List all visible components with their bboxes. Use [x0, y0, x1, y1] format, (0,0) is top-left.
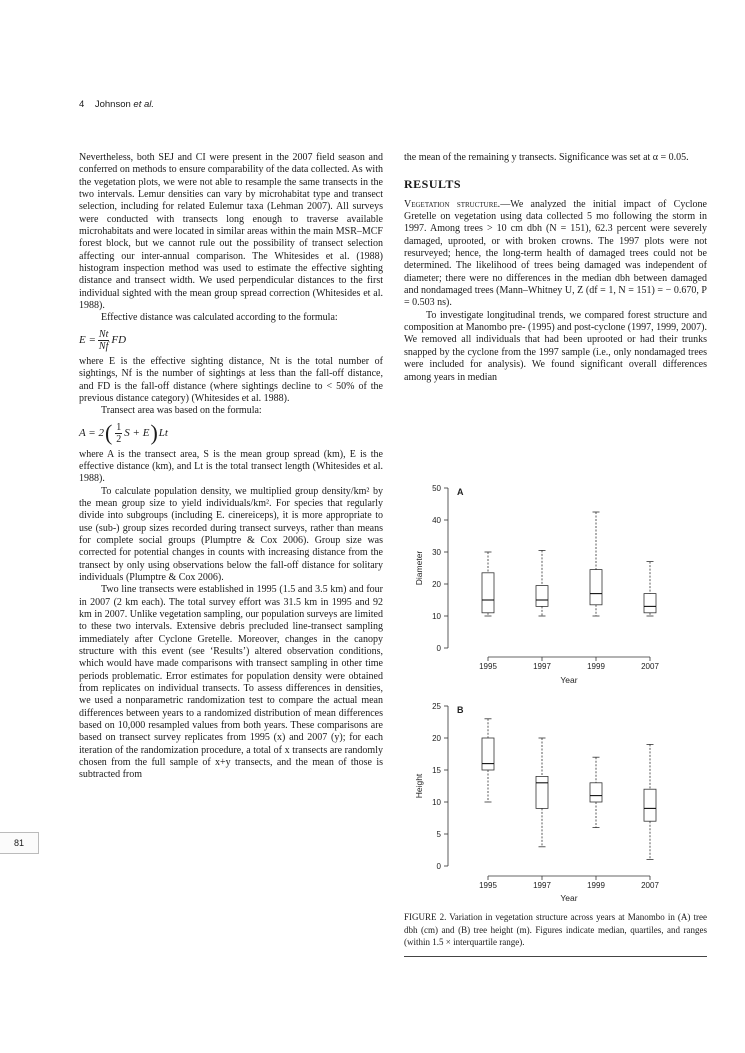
paragraph: Transect area was based on the formula: — [101, 405, 262, 417]
eq-numerator: 1 — [116, 421, 122, 433]
x-axis-label: Year — [560, 893, 578, 903]
header-etal: et al. — [133, 99, 155, 110]
y-tick-label: 40 — [432, 516, 441, 525]
x-tick-label: 2007 — [641, 662, 659, 671]
box-iqr — [644, 789, 656, 821]
x-tick-label: 1997 — [533, 662, 551, 671]
y-tick-label: 0 — [436, 862, 441, 871]
caption-label: FIGURE 2. — [404, 912, 447, 922]
margin-page-number[interactable]: 81 — [0, 832, 39, 854]
x-tick-label: 1999 — [587, 662, 605, 671]
y-axis-label: Height — [414, 773, 424, 799]
caption-text: Variation in vegetation structure across years at Manombo in (A) tree dbh (cm) and (B) tree height (m). Figures indicate median, quartiles, and ranges (within 1.5 × interquartile range). — [404, 912, 707, 947]
eq-denominator: Nf — [98, 340, 109, 352]
equation-effective-distance — [79, 329, 383, 352]
figure-caption — [404, 911, 707, 949]
paragraph: To calculate population density, we multiplied group density/km² by the mean group size to yield individuals/km². For species that regularly divide into subgroups (including E. cinereiceps), it is more appropriate to use (sub-) group sizes recorded during transect surveys, rather than means for complete social groups (Plumptre & Cox 2006). Group size was corrected for potential changes in counts with increasing distance from the transect by only using observations below the fall-off distance for solitary individuals (Plumptre & Cox 2006). — [79, 485, 383, 583]
paragraph: where E is the effective sighting distance, Nt is the total number of sightings, Nf is the number of sightings at less than the fall-off distance, and FD is the fall-off distance (where sightings decline to < 50% of the previous distance category) (Whitesides et al. 1988). — [79, 355, 383, 404]
section-heading: RESULTS — [404, 177, 462, 192]
equation-transect-area: A = 2 ( $\frac{1}{2}$ S + E ) Lt — [79, 420, 168, 446]
paragraph: the mean of the remaining y transects. Significance was set at α = 0.05. — [404, 152, 689, 163]
box-iqr — [482, 573, 494, 613]
x-tick-label: 1995 — [479, 662, 497, 671]
eq-denominator: 2 — [116, 433, 122, 445]
box-iqr — [590, 783, 602, 802]
paragraph: —We analyzed the initial impact of Cyclone Gretelle on vegetation using data collected 5 mo following the storm in 1997. Among trees > 10 cm dbh (N = 151), 62.3 percent were severely damaged, uprooted, or with broken crowns. The 1997 plots were not resurveyed; hence, the long-term health of damaged trees could not be determined. The likelihood of trees being damaged was independent of diameter; there were no differences in the median dbh between damaged and nondamaged trees (Mann–Whitney U, Z (df = 1, N = 151) = − 0.670, P = 0.503 ns). — [404, 198, 707, 309]
left-column — [79, 152, 383, 782]
x-tick-label: 1999 — [587, 881, 605, 890]
eq-numerator: Nt — [98, 328, 109, 340]
right-column — [404, 152, 707, 384]
paragraph: where A is the transect area, S is the mean group spread (km), E is the effective distance (km), and Lt is the total transect length (Whitesides et al. 1988). — [79, 448, 383, 485]
y-tick-label: 0 — [436, 644, 441, 653]
y-tick-label: 30 — [432, 548, 441, 557]
y-tick-label: 25 — [432, 702, 441, 711]
subsection-heading: Vegetation structure. — [404, 198, 501, 210]
header-authors: Johnson — [94, 99, 131, 110]
eq-fraction — [115, 422, 122, 445]
x-tick-label: 2007 — [641, 881, 659, 890]
box-iqr — [536, 776, 548, 808]
x-tick-label: 1997 — [533, 881, 551, 890]
eq-tail: S + E — [124, 426, 150, 439]
eq-tail: FD — [111, 334, 127, 347]
caption-rule — [404, 956, 707, 957]
page-number: 4 — [79, 99, 85, 110]
box-iqr — [590, 570, 602, 605]
panel-label: B — [457, 705, 464, 715]
eq-end: Lt — [158, 426, 168, 439]
eq-lhs: E = — [79, 334, 96, 347]
y-axis-label: Diameter — [414, 550, 424, 586]
y-tick-label: 5 — [436, 830, 441, 839]
paragraph: To investigate longitudinal trends, we compared forest structure and composition at Manombo pre- (1995) and post-cyclone (1997, 1999, 2007). We removed all individuals that had been uprooted or had their trunks snapped by the cyclone from the 1997 sample (i.e., only nondamaged trees were included for analysis). We found significant overall differences among years in median — [404, 309, 707, 383]
box-iqr — [482, 738, 494, 770]
y-tick-label: 10 — [432, 612, 441, 621]
box-iqr — [536, 586, 548, 607]
eq-fraction — [98, 329, 109, 352]
running-header — [79, 99, 154, 110]
y-tick-label: 20 — [432, 580, 441, 589]
y-tick-label: 15 — [432, 766, 441, 775]
panel-label: A — [457, 487, 464, 497]
x-tick-label: 1995 — [479, 881, 497, 890]
y-tick-label: 20 — [432, 734, 441, 743]
box-iqr — [644, 594, 656, 613]
paragraph: Nevertheless, both SEJ and CI were present in the 2007 field season and conferred on methods to ensure comparability of the data collected. As with the vegetation plots, we were not able to resample the same transects in the two intervals. Lemur densities can vary by microhabitat type and transect selection, including for related Eulemur taxa (Lehman 2007). All surveys were conducted with transects long enough to traverse available microhabitats and were located in similar areas within the main MSR–MCF forest block, but we cannot rule out the possibility of transect selection affecting our inter-annual comparison. The Whitesides et al. (1988) histogram inspection method was used to estimate the effective sighting distance and transect width. We used perpendicular distances to the first individual sighted with the mean group spread correction (Whitesides et al. 1988). — [79, 152, 383, 312]
x-axis-label: Year — [560, 675, 578, 685]
paragraph: Effective distance was calculated according to the formula: — [101, 312, 338, 324]
eq-lhs: A = 2 — [79, 426, 104, 439]
paragraph: Two line transects were established in 1995 (1.5 and 3.5 km) and four in 2007 (2 km each). The total survey effort was 31.5 km in 1995 and 92 km in 2007. Unlike vegetation sampling, our population surveys are limited to these two intervals. Extensive debris precluded line-transect sampling immediately after Cyclone Gretelle. Moreover, changes in the canopy structure with this event (see ‘Results’) altered observation conditions, which would have made comparisons with transect sampling in other time periods problematic. Error estimates for population density were obtained from replicates on individual transects. To assess differences in densities, we used a nonparametric randomization test to compare the actual mean differences between years to a randomized distribution of mean differences based on 10,000 resampled values from both years. These comparisons are based on transect survey replicates from 1995 (x) and 2007 (y); for each iteration of the randomization procedure, a total of x transects are randomly chosen from the full sample of x+y transects, and the mean of those is subtracted from — [79, 584, 383, 781]
y-tick-label: 50 — [432, 484, 441, 493]
y-tick-label: 10 — [432, 798, 441, 807]
